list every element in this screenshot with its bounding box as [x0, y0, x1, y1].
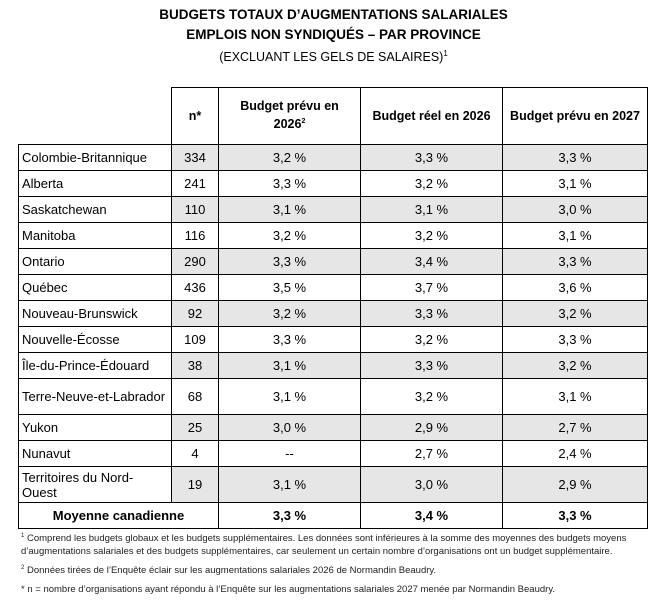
- prevu-2026-cell: 3,3 %: [219, 327, 361, 353]
- table-row: [19, 223, 648, 249]
- footnote-text: Données tirées de l’Enquête éclair sur les augmentations salariales 2026 de Normandin Beaudry.: [24, 565, 437, 577]
- province-cell: Nunavut: [19, 441, 172, 467]
- budget-table: [18, 87, 648, 529]
- reel-2026-cell: 3,2 %: [361, 379, 503, 415]
- reel-2026-cell: 3,2 %: [361, 223, 503, 249]
- title-line-3-text: (EXCLUANT LES GELS DE SALAIRES): [219, 50, 444, 65]
- prevu-2026-cell: 3,3 %: [219, 171, 361, 197]
- prevu-2027-cell: 3,6 %: [503, 275, 648, 301]
- header-budget-prevu-2027: Budget prévu en 2027: [503, 88, 648, 145]
- n-cell: 110: [172, 197, 219, 223]
- table-row: [19, 145, 648, 171]
- prevu-2027-cell: 3,3 %: [503, 327, 648, 353]
- prevu-2027-cell: 3,3 %: [503, 145, 648, 171]
- prevu-2027-cell: 2,9 %: [503, 467, 648, 503]
- header-footnote-mark: 2: [301, 118, 306, 126]
- footnote: [21, 581, 649, 596]
- footnote-text: * n = nombre d’organisations ayant répondu à l’Enquête sur les augmentations salariales 2027 menée par Normandin Beaudry.: [21, 584, 555, 596]
- table-row: [19, 379, 648, 415]
- table-row: [19, 249, 648, 275]
- table-row: [19, 275, 648, 301]
- n-cell: 290: [172, 249, 219, 275]
- title-footnote-mark: 1: [443, 49, 448, 58]
- header-budget-reel-2026: Budget réel en 2026: [361, 88, 503, 145]
- header-n: n*: [172, 88, 219, 145]
- province-cell: Yukon: [19, 415, 172, 441]
- prevu-2026-cell: 3,1 %: [219, 353, 361, 379]
- title-line-3: [0, 45, 667, 66]
- n-cell: 116: [172, 223, 219, 249]
- province-cell: Colombie-Britannique: [19, 145, 172, 171]
- prevu-2027-cell: 3,1 %: [503, 379, 648, 415]
- prevu-2027-cell: 2,4 %: [503, 441, 648, 467]
- header-budget-prevu-2026-label: Budget prévu en 2026: [240, 99, 339, 132]
- prevu-2027-cell: 3,1 %: [503, 171, 648, 197]
- title-line-2: EMPLOIS NON SYNDIQUÉS – PAR PROVINCE: [186, 27, 481, 42]
- footnotes: [21, 530, 649, 600]
- footnote-mark: 2: [21, 565, 25, 572]
- title-block: [0, 5, 667, 66]
- table-row: [19, 353, 648, 379]
- header-row: [19, 88, 648, 145]
- table-row: [19, 441, 648, 467]
- prevu-2027-cell: 2,7 %: [503, 415, 648, 441]
- province-cell: Alberta: [19, 171, 172, 197]
- prevu-2026-cell: 3,3 %: [219, 249, 361, 275]
- average-prevu-2027: 3,3 %: [503, 503, 648, 529]
- table-row: [19, 171, 648, 197]
- header-budget-prevu-2026: [219, 88, 361, 145]
- prevu-2026-cell: 3,1 %: [219, 467, 361, 503]
- n-cell: 68: [172, 379, 219, 415]
- province-cell: Île-du-Prince-Édouard: [19, 353, 172, 379]
- n-cell: 38: [172, 353, 219, 379]
- province-cell: Ontario: [19, 249, 172, 275]
- n-cell: 241: [172, 171, 219, 197]
- reel-2026-cell: 3,7 %: [361, 275, 503, 301]
- province-cell: Nouveau-Brunswick: [19, 301, 172, 327]
- prevu-2026-cell: 3,1 %: [219, 379, 361, 415]
- average-prevu-2026: 3,3 %: [219, 503, 361, 529]
- province-cell: Nouvelle-Écosse: [19, 327, 172, 353]
- n-cell: 109: [172, 327, 219, 353]
- province-cell: Manitoba: [19, 223, 172, 249]
- n-cell: 436: [172, 275, 219, 301]
- province-cell: Territoires du Nord-Ouest: [19, 467, 172, 503]
- n-cell: 4: [172, 441, 219, 467]
- prevu-2026-cell: --: [219, 441, 361, 467]
- average-reel-2026: 3,4 %: [361, 503, 503, 529]
- table-row: [19, 415, 648, 441]
- reel-2026-cell: 3,3 %: [361, 145, 503, 171]
- table-row: [19, 467, 648, 503]
- prevu-2027-cell: 3,2 %: [503, 353, 648, 379]
- prevu-2026-cell: 3,2 %: [219, 223, 361, 249]
- table-row: [19, 197, 648, 223]
- prevu-2026-cell: 3,0 %: [219, 415, 361, 441]
- province-cell: Saskatchewan: [19, 197, 172, 223]
- reel-2026-cell: 2,9 %: [361, 415, 503, 441]
- reel-2026-cell: 3,4 %: [361, 249, 503, 275]
- reel-2026-cell: 3,3 %: [361, 301, 503, 327]
- footnote-text: Comprend les budgets globaux et les budgets supplémentaires. Les données sont inférieures à la somme des moyennes des budgets moyens d’augmentations salariales et des budgets supplémentaires, car seulement un certain nombre d’organisations ont un budget supplémentaire.: [21, 533, 627, 558]
- average-label: Moyenne canadienne: [19, 503, 219, 529]
- reel-2026-cell: 3,1 %: [361, 197, 503, 223]
- prevu-2027-cell: 3,3 %: [503, 249, 648, 275]
- prevu-2026-cell: 3,2 %: [219, 301, 361, 327]
- footnote: [21, 530, 649, 558]
- province-cell: Québec: [19, 275, 172, 301]
- footnote-mark: 1: [21, 533, 25, 539]
- title-line-1: BUDGETS TOTAUX D’AUGMENTATIONS SALARIALES: [159, 7, 508, 22]
- reel-2026-cell: 3,0 %: [361, 467, 503, 503]
- prevu-2027-cell: 3,0 %: [503, 197, 648, 223]
- prevu-2027-cell: 3,1 %: [503, 223, 648, 249]
- reel-2026-cell: 3,3 %: [361, 353, 503, 379]
- prevu-2026-cell: 3,5 %: [219, 275, 361, 301]
- reel-2026-cell: 3,2 %: [361, 327, 503, 353]
- province-cell: Terre-Neuve-et-Labrador: [19, 379, 172, 415]
- n-cell: 92: [172, 301, 219, 327]
- reel-2026-cell: 2,7 %: [361, 441, 503, 467]
- table-row: [19, 301, 648, 327]
- reel-2026-cell: 3,2 %: [361, 171, 503, 197]
- n-cell: 334: [172, 145, 219, 171]
- prevu-2026-cell: 3,1 %: [219, 197, 361, 223]
- n-cell: 25: [172, 415, 219, 441]
- prevu-2027-cell: 3,2 %: [503, 301, 648, 327]
- footnote: [21, 562, 649, 577]
- prevu-2026-cell: 3,2 %: [219, 145, 361, 171]
- header-blank: [19, 88, 172, 145]
- average-row: [19, 503, 648, 529]
- table-row: [19, 327, 648, 353]
- n-cell: 19: [172, 467, 219, 503]
